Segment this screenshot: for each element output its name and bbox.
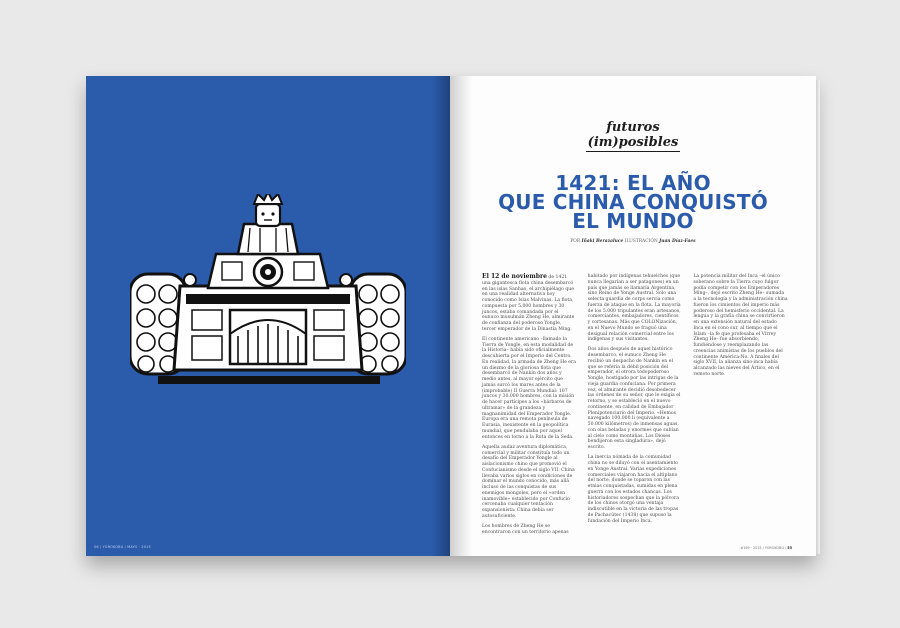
left-page xyxy=(86,76,450,556)
lead-in: El 12 de noviembre xyxy=(482,273,547,280)
page-edge xyxy=(816,80,820,554)
article-paragraph-2: El continente americano –llamado la Tierra de Yongle, en esta modalidad de la Historia– había sido oficialmente descubierta por el Imperio del Centro. En realidad, la armada de Zheng He era un diezmo de la gloriosa flota que desembarcó de Nankín dos años y medio antes, al mayor ejército que jamás surcó los mares antes de la (improbable) II Guerra Mundial: 107 juncos y 30.000 hombres, con la misión de hacer partícipes a los «bárbaros de ultramar» de la grandeza y magnanimidad del Emperador Yongle. Europa era una remota península de Eurasia, inexistente en la geopolítica mundial, que pendulaba por aquel entonces en torno a la Ruta de la Seda. xyxy=(482,336,576,440)
magazine-spread xyxy=(86,76,816,556)
byline-ilustracion: ILUSTRACIÓN xyxy=(624,239,658,244)
article-paragraph-5: Dos años después de aquel histórico desembarco, el eunuco Zheng He recibió un despacho de Nankín en el que se refería la débil posición del emperador, el otrora todopoderoso Yongle, hostigado por las intrigas de la vieja guardia confuciana. Por primera vez, el almirante decidió desobedecer las órdenes de su señor, que le exigía el retorno, y se estableció en el nuevo continente, en calidad de Embajador Plenipotenciario del Imperio. «Hemos navegado 100.000 li (equivalente a 50.000 kilómetros) de inmensas aguas, con olas beladas y enormes que subían al cielo como montañas. Los Dioses bendijeron esta singladura», dejó escrito. xyxy=(587,347,681,451)
article-body xyxy=(482,274,788,539)
right-folio xyxy=(740,546,792,550)
article-paragraph-6: La inercia nómada de la comunidad china no se diluyó con el asentamiento en Yonge Austral. Varias expediciones comerciales viajaron hacia el altiplano del norte, donde se toparon con las etnias conquistadas, sumidas en plena guerra con los estados chancas. Los historiadores sospechan que la pólvora de los chinos otorgó una ventaja indiscutible en la victoria de las tropas de Pachacútec (1438) que supuso la fundación del Imperio Inca. xyxy=(587,455,679,524)
article-paragraph-7: La potencia militar del Inca –el único soberano sobre la Tierra cuyo fulgor podía competir con los Emperadores Ming–, dejó escrito Zheng He– sumada a la tecnología y la administración china fueron los cimientos del imperio más poderoso del hemisferio occidental. La lengua y la grafía china se convirtieron en una extensión natural del estado Inca en el cono sur, al tiempo que el Islam –la fe que profesaba el Virrey Zheng He– fue absorbiendo, fundiéndose y reemplazando las creencias animistas de los pueblos del continente América-No. A finales del siglo XVII, la alianza sino-inca había alcanzado las nieves del Ártico, en el remoto norte. xyxy=(693,274,788,377)
section-title: futuros (im)posibles xyxy=(578,120,688,150)
byline xyxy=(450,239,816,244)
right-folio-label: #169 · 2015 / YOROKOBU / xyxy=(740,546,787,550)
left-gutter-shadow xyxy=(432,76,450,556)
byline-por: POR xyxy=(570,239,581,244)
right-page xyxy=(450,76,816,556)
right-gutter-shadow xyxy=(450,76,472,556)
headline-line-2: QUE CHINA CONQUISTÓ xyxy=(498,190,768,214)
page-number: 55 xyxy=(787,546,792,550)
headline-line-1: 1421: EL AÑO xyxy=(555,171,711,195)
article-paragraph-3: Aquella audaz aventura diplomática, comercial y militar constituía todo un desafío del Emperador Yongle al aislacionismo chino que promovió el Confucianismo desde el siglo VII. China llevaba varios siglos en condiciones de dominar el mundo conocido, más allá incluso de las conquistas de sus enemigos mongoles, pero el «orden inamovible» establecido por Confucio cercenaba cualquier tentación expansionista: China debía ser autosuficiente. xyxy=(482,444,575,519)
illustrator-name: Juan Díaz-Faes xyxy=(659,239,696,244)
headline-line-3: EL MUNDO xyxy=(572,209,694,233)
author-name: Iñaki Berazaluce xyxy=(581,239,624,244)
article-headline xyxy=(450,171,816,233)
paragraph-text: de 1421 una gigantesca flota china desembarcó en las islas Sanhao, el archipiélago que en una realidad alternativa hoy conocido como Islas Malvinas. La flota, compuesta por 5.000 hombres y 30 juncos, estaba comandada por el eunuco musulmán Zheng He, almirante de confianza del poderoso Yongle, tercer emperador de la Dinastía Ming. xyxy=(482,275,575,332)
article-paragraph-1 xyxy=(482,274,577,333)
article-paragraph-4: Los hombres de Zheng He se encontraron con un territorio apenas habitado por indígenas tehuelches (que nunca llegarían a ser patagones) en un país que jamás se llamaría Argentina, sino Reino de Yonge Austral. Solo una selecta guardia de corps servía como fuerza de ataque en la flota. La mayoría de los 5.000 tripulantes eran artesanos, comerciantes, embajadores, científicos y cortesanas. Más que COLONización, en el Nuevo Mundo se fraguó una desigual relación comercial entre los indígenas y sus visitantes. xyxy=(482,274,681,535)
left-folio: 06 / YOROKOBU / MAYO · 2015 xyxy=(94,545,151,549)
tank-emperor-illustration xyxy=(130,194,406,390)
